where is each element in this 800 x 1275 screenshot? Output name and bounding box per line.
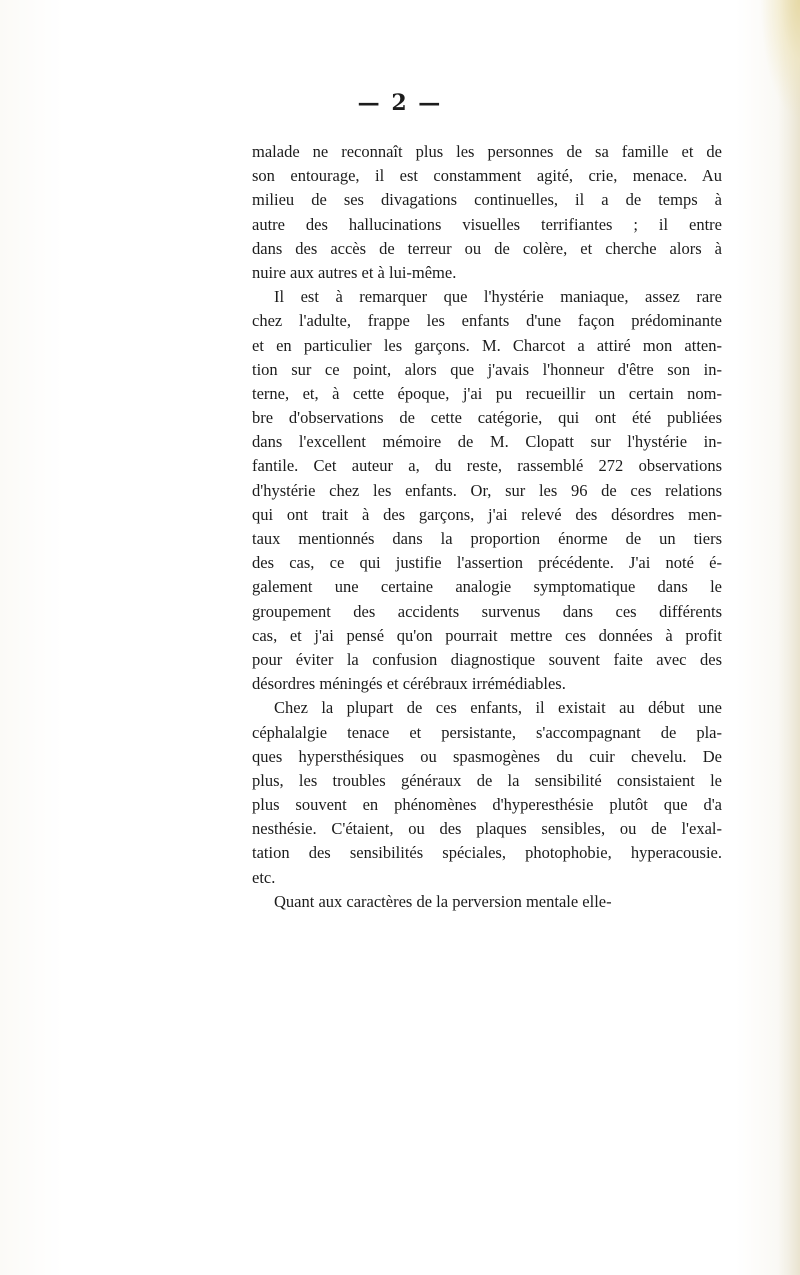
text-line: Chez la plupart de ces enfants, il existait au début une [274, 698, 722, 718]
text-line: pour éviter la confusion diagnostique souvent faite avec des [252, 649, 722, 669]
text-line: plus souvent en phénomènes d'hyperesthésie plutôt que d'a [252, 795, 722, 815]
text-line: taux mentionnés dans la proportion énorme de un tiers [252, 529, 722, 548]
text-line: des cas, ce qui justifie l'assertion précédente. J'ai noté é- [252, 553, 722, 573]
text-line: tation des sensibilités spéciales, photophobie, hyperacousie. [252, 843, 722, 863]
text-line: nuire aux autres et à lui-même. [252, 262, 457, 282]
text-line: etc. [252, 867, 276, 887]
text-line: fantile. Cet auteur a, du reste, rassemblé 272 observations [252, 456, 722, 476]
text-line: autre des hallucinations visuelles terrifiantes ; il entre [252, 214, 722, 234]
text-line: son entourage, il est constamment agité, crie, menace. Au [252, 166, 722, 186]
text-line: terne, et, à cette époque, j'ai pu recueillir un certain nom- [252, 383, 722, 403]
page-edge-shadow [778, 0, 800, 1275]
text-line: dans l'excellent mémoire de M. Clopatt sur l'hystérie in- [252, 432, 722, 452]
text-line: plus, les troubles généraux de la sensibilité consistaient le [252, 770, 722, 790]
text-line: ques hypersthésiques ou spasmogènes du cuir chevelu. De [252, 746, 722, 766]
text-line: groupement des accidents survenus dans ces différents [252, 601, 722, 621]
text-line: bre d'observations de cette catégorie, qui ont été publiées [252, 408, 722, 428]
text-line: galement une certaine analogie symptomatique dans le [252, 577, 722, 597]
text-line: dans des accès de terreur ou de colère, et cherche alors à [252, 238, 722, 258]
page-number-header: — 2 — [357, 90, 443, 116]
text-line: milieu de ses divagations continuelles, il a de temps à [252, 190, 722, 210]
text-line: Quant aux caractères de la perversion mentale elle- [274, 891, 612, 911]
text-line: désordres méningés et cérébraux irrémédiables. [252, 674, 566, 694]
text-line: céphalalgie tenace et persistante, s'accompagnant de pla- [252, 722, 722, 742]
body-text [252, 140, 722, 914]
text-line: et en particulier les garçons. M. Charcot a attiré mon atten- [252, 335, 722, 355]
text-line: Il est à remarquer que l'hystérie maniaque, assez rare [274, 287, 722, 307]
text-line: tion sur ce point, alors que j'avais l'honneur d'être son in- [252, 359, 722, 379]
text-line: d'hystérie chez les enfants. Or, sur les 96 de ces relations [252, 480, 722, 500]
text-line: cas, et j'ai pensé qu'on pourrait mettre ces données à profit [252, 625, 722, 645]
text-line: malade ne reconnaît plus les personnes de sa famille et de [252, 142, 722, 161]
text-line: chez l'adulte, frappe les enfants d'une façon prédominante [252, 311, 722, 331]
text-line: nesthésie. C'étaient, ou des plaques sensibles, ou de l'exal- [252, 819, 722, 839]
text-line: qui ont trait à des garçons, j'ai relevé des désordres men- [252, 504, 722, 524]
